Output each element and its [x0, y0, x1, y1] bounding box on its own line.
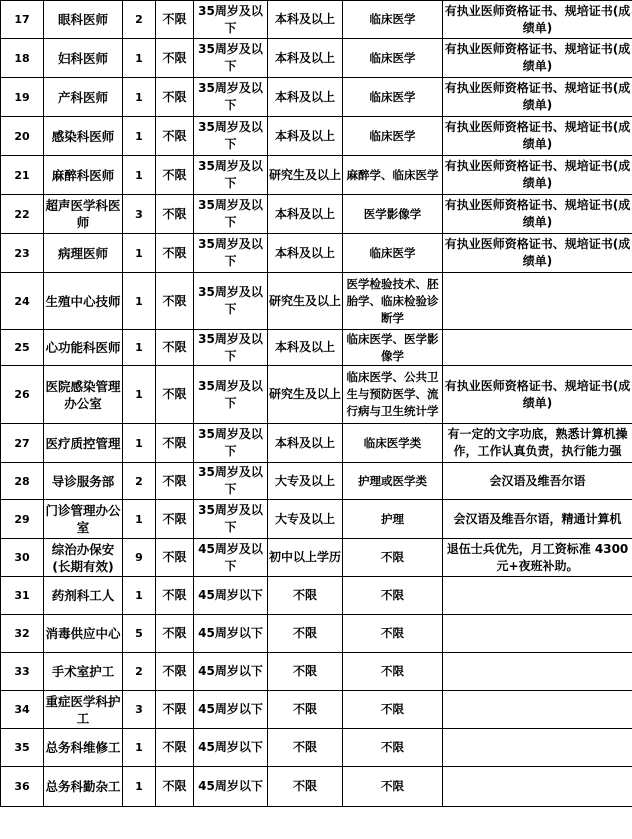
education-requirement: 本科及以上: [268, 117, 343, 156]
row-number: 27: [1, 424, 44, 463]
position-name: 导诊服务部: [44, 463, 123, 500]
table-row: [1, 615, 632, 653]
major-requirement: 不限: [343, 615, 443, 653]
education-requirement: 本科及以上: [268, 195, 343, 234]
table-row: [1, 195, 632, 234]
headcount: 2: [123, 653, 156, 691]
gender-requirement: 不限: [156, 463, 194, 500]
table-row: [1, 500, 632, 539]
education-requirement: 不限: [268, 653, 343, 691]
table-row: [1, 330, 632, 366]
major-requirement: 临床医学: [343, 117, 443, 156]
other-requirement: 有执业医师资格证书、规培证书(成绩单): [443, 117, 632, 156]
table-row: [1, 577, 632, 615]
position-name: 妇科医师: [44, 39, 123, 78]
education-requirement: 研究生及以上: [268, 366, 343, 424]
education-requirement: 不限: [268, 577, 343, 615]
row-number: 31: [1, 577, 44, 615]
age-requirement: 45周岁及以下: [194, 539, 268, 577]
major-requirement: 临床医学类: [343, 424, 443, 463]
headcount: 1: [123, 273, 156, 330]
other-requirement: [443, 767, 632, 807]
major-requirement: 临床医学、医学影像学: [343, 330, 443, 366]
age-requirement: 45周岁以下: [194, 729, 268, 767]
age-requirement: 35周岁及以下: [194, 500, 268, 539]
table-row: [1, 1, 632, 39]
age-requirement: 45周岁以下: [194, 577, 268, 615]
other-requirement: [443, 577, 632, 615]
major-requirement: 护理: [343, 500, 443, 539]
row-number: 22: [1, 195, 44, 234]
position-name: 总务科勤杂工: [44, 767, 123, 807]
major-requirement: 临床医学: [343, 1, 443, 39]
other-requirement: 有执业医师资格证书、规培证书(成绩单): [443, 234, 632, 273]
row-number: 36: [1, 767, 44, 807]
education-requirement: 大专及以上: [268, 500, 343, 539]
age-requirement: 35周岁及以下: [194, 78, 268, 117]
position-name: 医院感染管理办公室: [44, 366, 123, 424]
row-number: 20: [1, 117, 44, 156]
position-name: 重症医学科护工: [44, 691, 123, 729]
table-row: [1, 366, 632, 424]
education-requirement: 本科及以上: [268, 424, 343, 463]
headcount: 1: [123, 39, 156, 78]
gender-requirement: 不限: [156, 195, 194, 234]
other-requirement: 有执业医师资格证书、规培证书(成绩单): [443, 1, 632, 39]
education-requirement: 初中以上学历: [268, 539, 343, 577]
position-name: 药剂科工人: [44, 577, 123, 615]
major-requirement: 护理或医学类: [343, 463, 443, 500]
age-requirement: 45周岁以下: [194, 653, 268, 691]
position-name: 超声医学科医师: [44, 195, 123, 234]
row-number: 26: [1, 366, 44, 424]
position-name: 总务科维修工: [44, 729, 123, 767]
table-row: [1, 691, 632, 729]
education-requirement: 本科及以上: [268, 1, 343, 39]
major-requirement: 不限: [343, 539, 443, 577]
position-name: 心功能科医师: [44, 330, 123, 366]
age-requirement: 35周岁及以下: [194, 424, 268, 463]
age-requirement: 35周岁及以下: [194, 330, 268, 366]
gender-requirement: 不限: [156, 577, 194, 615]
other-requirement: 会汉语及维吾尔语: [443, 463, 632, 500]
gender-requirement: 不限: [156, 653, 194, 691]
table-row: [1, 234, 632, 273]
gender-requirement: 不限: [156, 234, 194, 273]
age-requirement: 45周岁以下: [194, 615, 268, 653]
major-requirement: 临床医学: [343, 234, 443, 273]
gender-requirement: 不限: [156, 424, 194, 463]
gender-requirement: 不限: [156, 330, 194, 366]
position-name: 消毒供应中心: [44, 615, 123, 653]
headcount: 1: [123, 366, 156, 424]
position-name: 医疗质控管理: [44, 424, 123, 463]
gender-requirement: 不限: [156, 539, 194, 577]
age-requirement: 35周岁及以下: [194, 39, 268, 78]
headcount: 1: [123, 156, 156, 195]
headcount: 1: [123, 767, 156, 807]
row-number: 25: [1, 330, 44, 366]
table-row: [1, 767, 632, 807]
row-number: 32: [1, 615, 44, 653]
row-number: 17: [1, 1, 44, 39]
age-requirement: 35周岁及以下: [194, 463, 268, 500]
headcount: 1: [123, 117, 156, 156]
gender-requirement: 不限: [156, 500, 194, 539]
table-row: [1, 273, 632, 330]
other-requirement: [443, 330, 632, 366]
table-body: [1, 1, 632, 807]
education-requirement: 研究生及以上: [268, 156, 343, 195]
age-requirement: 35周岁及以下: [194, 1, 268, 39]
major-requirement: 不限: [343, 691, 443, 729]
gender-requirement: 不限: [156, 615, 194, 653]
age-requirement: 35周岁及以下: [194, 234, 268, 273]
major-requirement: 医学影像学: [343, 195, 443, 234]
headcount: 3: [123, 691, 156, 729]
major-requirement: 麻醉学、临床医学: [343, 156, 443, 195]
position-name: 病理医师: [44, 234, 123, 273]
gender-requirement: 不限: [156, 117, 194, 156]
gender-requirement: 不限: [156, 729, 194, 767]
other-requirement: 有一定的文字功底，熟悉计算机操作，工作认真负责，执行能力强: [443, 424, 632, 463]
row-number: 33: [1, 653, 44, 691]
gender-requirement: 不限: [156, 78, 194, 117]
position-name: 生殖中心技师: [44, 273, 123, 330]
headcount: 1: [123, 577, 156, 615]
major-requirement: 临床医学: [343, 39, 443, 78]
headcount: 3: [123, 195, 156, 234]
age-requirement: 35周岁及以下: [194, 366, 268, 424]
table-row: [1, 156, 632, 195]
row-number: 28: [1, 463, 44, 500]
other-requirement: 有执业医师资格证书、规培证书(成绩单): [443, 195, 632, 234]
other-requirement: [443, 729, 632, 767]
headcount: 1: [123, 424, 156, 463]
education-requirement: 大专及以上: [268, 463, 343, 500]
education-requirement: 研究生及以上: [268, 273, 343, 330]
major-requirement: 不限: [343, 729, 443, 767]
age-requirement: 35周岁及以下: [194, 195, 268, 234]
education-requirement: 本科及以上: [268, 234, 343, 273]
table-row: [1, 539, 632, 577]
row-number: 29: [1, 500, 44, 539]
row-number: 21: [1, 156, 44, 195]
headcount: 1: [123, 729, 156, 767]
row-number: 19: [1, 78, 44, 117]
other-requirement: 有执业医师资格证书、规培证书(成绩单): [443, 39, 632, 78]
gender-requirement: 不限: [156, 156, 194, 195]
position-name: 感染科医师: [44, 117, 123, 156]
row-number: 23: [1, 234, 44, 273]
education-requirement: 不限: [268, 615, 343, 653]
headcount: 5: [123, 615, 156, 653]
other-requirement: 会汉语及维吾尔语，精通计算机: [443, 500, 632, 539]
other-requirement: 有执业医师资格证书、规培证书(成绩单): [443, 78, 632, 117]
major-requirement: 临床医学、公共卫生与预防医学、流行病与卫生统计学: [343, 366, 443, 424]
age-requirement: 35周岁及以下: [194, 117, 268, 156]
education-requirement: 不限: [268, 729, 343, 767]
headcount: 1: [123, 234, 156, 273]
major-requirement: 不限: [343, 767, 443, 807]
age-requirement: 35周岁及以下: [194, 156, 268, 195]
headcount: 9: [123, 539, 156, 577]
age-requirement: 45周岁以下: [194, 691, 268, 729]
other-requirement: [443, 691, 632, 729]
row-number: 34: [1, 691, 44, 729]
position-name: 综治办保安(长期有效): [44, 539, 123, 577]
education-requirement: 本科及以上: [268, 78, 343, 117]
table-row: [1, 653, 632, 691]
other-requirement: [443, 653, 632, 691]
position-name: 产科医师: [44, 78, 123, 117]
major-requirement: 不限: [343, 653, 443, 691]
education-requirement: 本科及以上: [268, 39, 343, 78]
position-name: 手术室护工: [44, 653, 123, 691]
row-number: 24: [1, 273, 44, 330]
gender-requirement: 不限: [156, 39, 194, 78]
other-requirement: [443, 273, 632, 330]
gender-requirement: 不限: [156, 1, 194, 39]
other-requirement: 退伍士兵优先，月工资标准 4300元+夜班补助。: [443, 539, 632, 577]
education-requirement: 不限: [268, 767, 343, 807]
table-row: [1, 463, 632, 500]
education-requirement: 本科及以上: [268, 330, 343, 366]
gender-requirement: 不限: [156, 366, 194, 424]
row-number: 35: [1, 729, 44, 767]
row-number: 18: [1, 39, 44, 78]
gender-requirement: 不限: [156, 273, 194, 330]
table-row: [1, 78, 632, 117]
education-requirement: 不限: [268, 691, 343, 729]
table-row: [1, 729, 632, 767]
position-name: 麻醉科医师: [44, 156, 123, 195]
table-row: [1, 117, 632, 156]
table-row: [1, 424, 632, 463]
position-name: 门诊管理办公室: [44, 500, 123, 539]
major-requirement: 临床医学: [343, 78, 443, 117]
position-name: 眼科医师: [44, 1, 123, 39]
headcount: 1: [123, 500, 156, 539]
major-requirement: 不限: [343, 577, 443, 615]
other-requirement: [443, 615, 632, 653]
major-requirement: 医学检验技术、胚胎学、临床检验诊断学: [343, 273, 443, 330]
headcount: 2: [123, 1, 156, 39]
row-number: 30: [1, 539, 44, 577]
gender-requirement: 不限: [156, 767, 194, 807]
headcount: 1: [123, 78, 156, 117]
headcount: 2: [123, 463, 156, 500]
headcount: 1: [123, 330, 156, 366]
table-row: [1, 39, 632, 78]
age-requirement: 35周岁及以下: [194, 273, 268, 330]
age-requirement: 45周岁以下: [194, 767, 268, 807]
other-requirement: 有执业医师资格证书、规培证书(成绩单): [443, 156, 632, 195]
gender-requirement: 不限: [156, 691, 194, 729]
other-requirement: 有执业医师资格证书、规培证书(成绩单): [443, 366, 632, 424]
